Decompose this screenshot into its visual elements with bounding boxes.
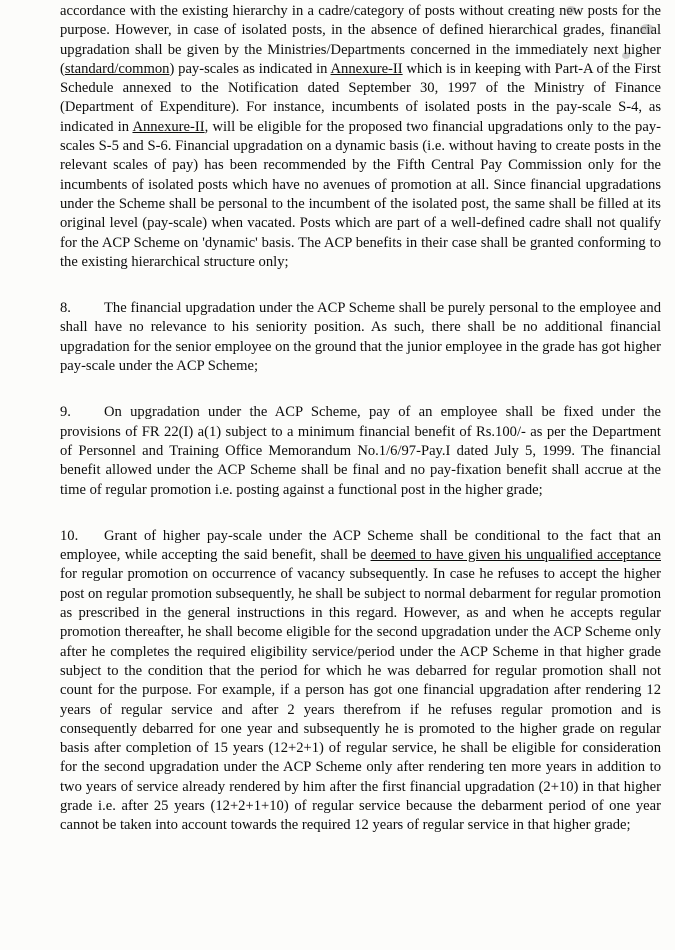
paragraph-text: , will be eligible for the proposed two financial upgradations only to the pay-scales S-5 and S-6. Financial upgradation on a dynamic basis (i.e. without having to create posts in the relevant scales of pay) has been recommended by the Fifth Central Pay Commission only for the incumbents of isolated posts which have no avenues of promotion at all. Since financial upgradations under the Scheme shall be personal to the incumbent of the isolated post, the same shall be filled at its original level (pay-scale) when vacated. Posts which are part of a well-defined cadre shall not qualify for the ACP Scheme on 'dynamic' basis. The ACP benefits in their case shall be granted conforming to the existing hierarchical structure only; xyxy=(60,118,661,270)
underlined-text: deemed to have given his unqualified acceptance xyxy=(370,547,661,564)
paragraph-number: 10. xyxy=(60,527,79,544)
underlined-text: Annexure-II xyxy=(330,60,403,77)
paragraph xyxy=(60,299,661,376)
paragraph-text: ) pay-scales as indicated in xyxy=(169,60,331,77)
paragraph xyxy=(60,403,661,499)
paragraph-text: Grant of higher pay-scale under the ACP Scheme shall be conditional to the fact that an employee, while accepting the said benefit, shall be xyxy=(60,527,661,564)
paragraph-number: 9. xyxy=(60,404,71,421)
underlined-text: standard/common xyxy=(64,60,170,77)
scan-speck xyxy=(566,6,576,14)
paragraph-number: 8. xyxy=(60,300,71,317)
scan-speck xyxy=(640,24,654,34)
paragraph-text: On upgradation under the ACP Scheme, pay of an employee shall be fixed under the provisions of FR 22(I) a(1) subject to a minimum financial benefit of Rs.100/- as per the Department of Personnel and Training Office Memorandum No.1/6/97-Pay.I dated July 5, 1999. The financial benefit allowed under the ACP Scheme shall be final and no pay-fixation benefit shall accrue at the time of regular promotion i.e. posting against a functional post in the higher grade; xyxy=(60,404,661,498)
paragraph-list xyxy=(60,2,661,836)
underlined-text: Annexure-II xyxy=(132,118,205,135)
paragraph-text: for regular promotion on occurrence of vacancy subsequently. In case he refuses to accept the higher post on regular promotion subsequently, he shall be subject to normal debarment for regular promotion as prescribed in the general instructions in this regard. However, as and when he accepts regular promotion thereafter, he shall become eligible for the second upgradation under the ACP Scheme only after he completes the required eligibility service/period under the ACP Scheme in that higher grade subject to the condition that the period for which he was debarred for regular promotion shall not count for the purpose. For example, if a person has got one financial upgradation after rendering 12 years of regular service and after 2 years therefrom if he refuses regular promotion and is consequently debarred for one year and subsequently he is promoted to the higher grade on regular basis after completion of 15 years (12+2+1) of regular service, he shall be eligible for consideration for the second upgradation under the ACP Scheme only after rendering ten more years in addition to two years of service already rendered by him after the first financial upgradation (2+10) in that higher grade i.e. after 25 years (12+2+1+10) of regular service because the debarment period of one year cannot be taken into account towards the required 12 years of regular service in that higher grade; xyxy=(60,566,661,834)
paragraph-text: accordance with the existing hierarchy in a cadre/category of posts without creating new posts for the purpose. However, in case of isolated posts, in the absence of defined hierarchical grades, financial upgradation shall be given by the Ministries/Departments concerned in the immediately next higher ( xyxy=(60,3,661,77)
paragraph xyxy=(60,527,661,836)
paragraph-text: The financial upgradation under the ACP Scheme shall be purely personal to the employee and shall have no relevance to his seniority position. As such, there shall be no additional financial upgradation for the senior employee on the ground that the junior employee in the grade has got higher pay-scale under the ACP Scheme; xyxy=(60,300,662,375)
paragraph xyxy=(60,2,661,272)
scan-speck xyxy=(622,52,630,59)
paragraph-text: which is in keeping with Part-A of the First Schedule annexed to the Notification dated September 30, 1997 of the Ministry of Finance (Department of Expenditure). For instance, incumbents of isolated posts in the pay-scale S-4, as indicated in xyxy=(60,60,661,135)
